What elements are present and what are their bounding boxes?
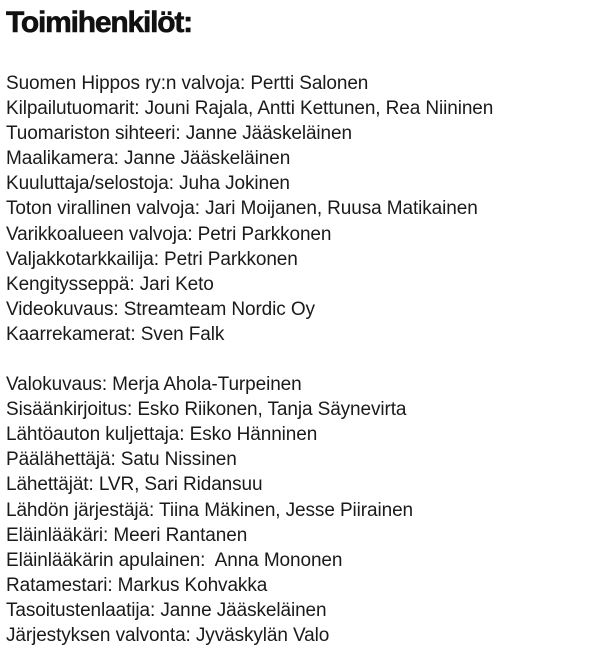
official-entry: Eläinlääkäri: Meeri Rantanen [6,524,248,546]
official-entry: Valokuvaus: Merja Ahola-Turpeinen [6,374,302,396]
official-entry: Kuuluttaja/selostoja: Juha Jokinen [6,173,290,195]
official-entry: Eläinlääkärin apulainen: Anna Mononen [6,549,343,571]
officials-list-1 [6,71,596,347]
official-entry: Päälähettäjä: Satu Nissinen [6,449,237,471]
official-entry: Lähettäjät: LVR, Sari Ridansuu [6,474,263,496]
official-entry: Suomen Hippos ry:n valvoja: Pertti Salonen [6,73,369,94]
official-entry: Lähtöauton kuljettaja: Esko Hänninen [6,424,318,446]
official-entry: Kaarrekamerat: Sven Falk [6,323,225,345]
official-entry: Tasoitustenlaatija: Janne Jääskeläinen [6,599,327,621]
official-entry: Varikkoalueen valvoja: Petri Parkkonen [6,223,332,245]
officials-document [6,6,596,648]
official-entry: Toton virallinen valvoja: Jari Moijanen, Ruusa Matikainen [6,198,478,220]
document-title: Toimihenkilöt: [6,6,192,39]
official-entry: Maalikamera: Janne Jääskeläinen [6,148,291,170]
officials-list-2 [6,372,596,648]
official-entry: Lähdön järjestäjä: Tiina Mäkinen, Jesse Piirainen [6,499,414,521]
official-entry: Järjestyksen valvonta: Jyväskylän Valo [6,624,330,646]
official-entry: Sisäänkirjoitus: Esko Riikonen, Tanja Säynevirta [6,399,407,421]
official-entry: Valjakkotarkkailija: Petri Parkkonen [6,248,298,270]
official-entry: Kengitysseppä: Jari Keto [6,273,214,295]
official-entry: Kilpailutuomarit: Jouni Rajala, Antti Kettunen, Rea Niininen [6,98,494,120]
official-entry: Ratamestari: Markus Kohvakka [6,574,268,596]
official-entry: Tuomariston sihteeri: Janne Jääskeläinen [6,123,352,145]
official-entry: Videokuvaus: Streamteam Nordic Oy [6,298,315,320]
